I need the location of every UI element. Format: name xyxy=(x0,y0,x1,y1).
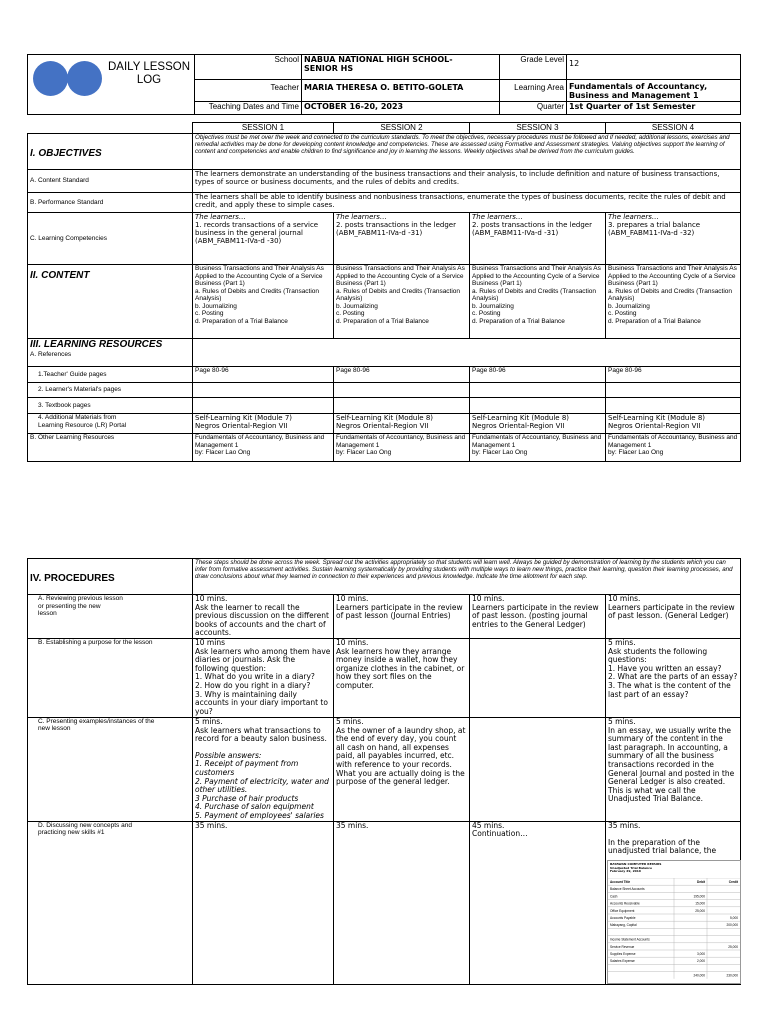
procedure-b-session-2: 10 mins. Ask learners how they arrange money inside a wallet, how they organize clothes in the cabinet, or how they sort files on the computer. xyxy=(334,638,470,717)
procedure-d-session-4: 35 mins. In the preparation of the unadjusted trial balance, the xyxy=(606,821,741,984)
tb-cell: Income Statement Accounts xyxy=(610,937,650,942)
am-session-2: Self-Learning Kit (Module 8) Negros Oriental-Region VII xyxy=(334,414,470,434)
session-4-header: SESSION 4 xyxy=(606,123,741,134)
performance-standard-text: The learners shall be able to identify business and nonbusiness transactions, enumerate the types of business documents, recite the rules of debit and credit, and apply these to simple cases. xyxy=(193,193,741,213)
teachers-guide-label: 1.Teacher' Guide pages xyxy=(28,367,193,383)
other-session-3: Fundamentals of Accountancy, Business and Management 1 by: Flacer Lao Ong xyxy=(470,434,606,462)
procedure-d-session-3: 45 mins. Continuation… xyxy=(470,821,606,984)
page-title: DAILY LESSON LOG xyxy=(107,61,191,86)
tb-cell: 5,000 xyxy=(730,916,738,920)
session-3-header: SESSION 3 xyxy=(470,123,606,134)
objectives-heading xyxy=(28,134,193,170)
tb-title: Unadjusted Trial Balance xyxy=(610,866,652,870)
lm-session-4 xyxy=(606,383,741,398)
tb-header-cell: Credit xyxy=(728,880,738,884)
learners-material-label: 2. Learner's Material's pages xyxy=(28,383,193,398)
tb-cell: Accounts Receivable xyxy=(610,901,640,906)
competency-session-1 xyxy=(193,213,334,265)
trial-balance-image xyxy=(607,860,741,984)
content-session-4: Business Transactions and Their Analysis As Applied to the Accounting Cycle of a Service Business (Part 1) a. Rules of Debits and Credits (Transaction Analysis) b. Journalizing c. Posting d. Preparation of a Trial Balance xyxy=(606,265,741,339)
tb-cell: Mabayang, Capital xyxy=(610,923,637,928)
tb-session-1 xyxy=(193,398,334,414)
tb-cell: 195,000 xyxy=(693,894,705,899)
tb-cell: 200,000 xyxy=(726,923,738,928)
quarter-label: Quarter xyxy=(500,102,567,115)
competency-text: 3. prepares a trial balance (ABM_FABM11-IVa-d -32) xyxy=(608,221,701,237)
tb-cell: Balance Sheet Accounts xyxy=(610,887,645,892)
competency-lead: The learners… xyxy=(472,213,523,221)
tb-cell: Cash xyxy=(610,894,618,899)
teacher-label: Teacher xyxy=(195,80,302,102)
competency-text: 2. posts transactions in the ledger (ABM_FABM11-IVa-d -31) xyxy=(336,221,456,237)
competency-session-3 xyxy=(470,213,606,265)
procedure-c-label: C. Presenting examples/instances of the new lesson xyxy=(28,717,193,821)
learning-resources-heading-text: III. LEARNING RESOURCES xyxy=(30,339,163,350)
content-standard-label: A. Content Standard xyxy=(28,170,193,193)
tb-cell: 240,000 xyxy=(693,973,705,978)
competency-session-2 xyxy=(334,213,470,265)
procedure-d-session-2: 35 mins. xyxy=(334,821,470,984)
tb-session-3 xyxy=(470,398,606,414)
content-heading-text: II. CONTENT xyxy=(30,270,90,281)
quarter-value: 1st Quarter of 1st Semester xyxy=(567,102,741,115)
session-1-header: SESSION 1 xyxy=(193,123,334,134)
content-standard-text: The learners demonstrate an understanding of the business transactions and their analysis, to include definition and nature of business transactions, types of source or business documents, and the rules of debits and credits. xyxy=(193,170,741,193)
am-session-3: Self-Learning Kit (Module 8) Negros Oriental-Region VII xyxy=(470,414,606,434)
references-label: A. References xyxy=(30,351,72,358)
teaching-dates-label: Teaching Dates and Time xyxy=(195,102,302,115)
teacher-value: MARIA THERESA O. BETITO-GOLETA xyxy=(302,80,500,102)
procedure-a-session-4: 10 mins. Learners participate in the review of past lesson. (General Ledger) xyxy=(606,595,741,639)
tb-header-cell: Debit xyxy=(697,880,705,884)
tg-session-4: Page 80-96 xyxy=(606,367,741,383)
tb-cell: Accounts Payable xyxy=(610,916,636,920)
lm-session-3 xyxy=(470,383,606,398)
content-heading xyxy=(28,265,193,339)
learning-resources-heading xyxy=(28,339,193,367)
grade-level-label: Grade Level xyxy=(500,55,567,80)
other-session-4: Fundamentals of Accountancy, Business and Management 1 by: Flacer Lao Ong xyxy=(606,434,741,462)
tb-session-4 xyxy=(606,398,741,414)
tb-cell: 2,000 xyxy=(697,959,705,964)
competency-lead: The learners… xyxy=(195,213,246,221)
tb-header-cell: Account Title xyxy=(610,880,631,884)
procedure-c-session-4: 5 mins. In an essay, we usually write the summary of the content in the last paragraph. In accounting, a summary of all the business transactions recorded in the General Journal and posted in the General Ledger is also created. This is what we call the Unadjusted Trial Balance. xyxy=(606,717,741,821)
procedure-a-label: A. Reviewing previous lesson or presenting the new lesson xyxy=(28,595,193,639)
lm-session-1 xyxy=(193,383,334,398)
lm-session-2 xyxy=(334,383,470,398)
session-2-header: SESSION 2 xyxy=(334,123,470,134)
tb-cell: Supplies Expense xyxy=(610,952,636,956)
tg-session-3: Page 80-96 xyxy=(470,367,606,383)
tb-cell: 3,000 xyxy=(697,952,705,956)
procedures-heading-text: IV. PROCEDURES xyxy=(30,572,115,584)
procedure-a-session-3: 10 mins. Learners participate in the review of past lesson. (posting journal entries to the General Ledger) xyxy=(470,595,606,639)
procedure-b-session-1: 10 mins Ask learners who among them have diaries or journals. Ask the following question: 1. What do you write in a diary? 2. How do you right in a diary? 3. Why is maintaining daily accounts in your diary important to you? xyxy=(193,638,334,717)
procedure-c1-intro: 5 mins. Ask learners what transactions to record for a beauty salon business. xyxy=(195,717,327,744)
competency-text: 2. posts transactions in the ledger (ABM_FABM11-IVa-d -31) xyxy=(472,221,592,237)
am-session-4: Self-Learning Kit (Module 8) Negros Oriental-Region VII xyxy=(606,414,741,434)
textbook-label: 3. Textbook pages xyxy=(28,398,193,414)
tb-cell: Salaries Expense xyxy=(610,959,635,964)
tb-grid xyxy=(608,878,740,982)
procedure-b-label: B. Establishing a purpose for the lesson xyxy=(28,638,193,717)
procedure-c-session-3 xyxy=(470,717,606,821)
grade-level-value: 12 xyxy=(567,55,741,80)
possible-answers-title: Possible answers: xyxy=(195,750,262,760)
tb-cell: Service Revenue xyxy=(610,944,635,949)
competencies-label: C. Learning Competencies xyxy=(28,213,193,265)
teaching-dates-value: OCTOBER 16-20, 2023 xyxy=(302,102,500,115)
content-session-2: Business Transactions and Their Analysis As Applied to the Accounting Cycle of a Service Business (Part 1) a. Rules of Debits and Credits (Transaction Analysis) b. Journalizing c. Posting d. Preparation of a Trial Balance xyxy=(334,265,470,339)
learning-area-label: Learning Area xyxy=(500,80,567,102)
tb-cell: 25,000 xyxy=(695,908,705,913)
tg-session-1: Page 80-96 xyxy=(193,367,334,383)
header-logo-cell xyxy=(28,55,195,115)
tb-cell: 25,000 xyxy=(728,944,738,949)
performance-standard-label: B. Performance Standard xyxy=(28,193,193,213)
content-session-3: Business Transactions and Their Analysis As Applied to the Accounting Cycle of a Service Business (Part 1) a. Rules of Debits and Credits (Transaction Analysis) b. Journalizing c. Posting d. Preparation of a Trial Balance xyxy=(470,265,606,339)
competency-session-4 xyxy=(606,213,741,265)
am-session-1: Self-Learning Kit (Module 7) Negros Oriental-Region VII xyxy=(193,414,334,434)
references-blank xyxy=(193,339,741,367)
content-session-1: Business Transactions and Their Analysis As Applied to the Accounting Cycle of a Service Business (Part 1) a. Rules of Debits and Credits (Transaction Analysis) b. Journalizing c. Posting d. Preparation of a Trial Balance xyxy=(193,265,334,339)
procedure-a-session-2: 10 mins. Learners participate in the review of past lesson (Journal Entries) xyxy=(334,595,470,639)
procedure-b-session-3 xyxy=(470,638,606,717)
tb-date: February 29, 2016 xyxy=(610,870,641,874)
procedure-b-session-4: 5 mins. Ask students the following questions: 1. Have you written an essay? 2. What are the parts of an essay? 3. The what is the content of the last part of an essay? xyxy=(606,638,741,717)
blank-corner xyxy=(28,123,193,134)
tg-session-2: Page 80-96 xyxy=(334,367,470,383)
competency-text: 1. records transactions of a service business in the general journal (ABM_FABM11-IVa-d -30) xyxy=(195,221,319,245)
other-session-2: Fundamentals of Accountancy, Business and Management 1 by: Flacer Lao Ong xyxy=(334,434,470,462)
possible-answers-list: 1. Receipt of payment from customers 2. Payment of electricity, water and other utilities. 3 Purchase of hair products 4. Purchase of salon equipment 5. Payment of employees' salaries xyxy=(195,759,329,820)
procedure-c-session-1 xyxy=(193,717,334,821)
other-session-1: Fundamentals of Accountancy, Business and Management 1 by: Flacer Lao Ong xyxy=(193,434,334,462)
procedure-a-session-1: 10 mins. Ask the learner to recall the previous discussion on the different books of accounts and the chart of accounts. xyxy=(193,595,334,639)
school-value: NABUA NATIONAL HIGH SCHOOL- SENIOR HS xyxy=(302,55,500,80)
competency-lead: The learners… xyxy=(336,213,387,221)
objectives-heading-text: I. OBJECTIVES xyxy=(30,147,102,159)
competency-lead: The learners… xyxy=(608,213,659,221)
tb-cell: Office Equipment xyxy=(610,908,635,913)
procedures-note: These steps should be done across the week. Spread out the activities appropriately so that students will learn well. Always be guided by demonstration of learning by the students which you can infer from formative assessment activities. Sustain learning systematically by providing students with multiple ways to learn new things, practice their learning, question their learning processes, and draw conclusions about what they learned in connection to their experiences and previous knowledge. Indicate the time allotment for each step. xyxy=(193,559,741,595)
objectives-note: Objectives must be met over the week and connected to the curriculum standards. To meet the objectives, necessary procedures must be followed and if needed, additional lessons, exercises and remedial activities may be done for developing content knowledge and competencies. These are assessed using Formative and Assessment strategies. Valuing objectives support the learning of content and competencies and enable children to find significance and joy in learning the lessons. Weekly objectives shall be derived from the curriculum guides. xyxy=(193,134,741,170)
tb-cell: 15,000 xyxy=(695,901,705,906)
other-resources-label: B. Other Learning Resources xyxy=(28,434,193,462)
procedure-d-label: D. Discussing new concepts and practicing new skills #1 xyxy=(28,821,193,984)
tb-cell: 230,000 xyxy=(726,973,738,978)
procedure-d-session-1: 35 mins. xyxy=(193,821,334,984)
learning-area-value: Fundamentals of Accountancy, Business and Management 1 xyxy=(567,80,741,102)
procedures-heading xyxy=(28,559,193,595)
school-label: School xyxy=(195,55,302,80)
tb-session-2 xyxy=(334,398,470,414)
additional-materials-label: 4. Additional Materials from Learning Resource (LR) Portal xyxy=(28,414,193,434)
header-table xyxy=(27,54,741,115)
procedure-c-session-2: 5 mins. As the owner of a laundry shop, at the end of every day, you count all cash on hand, all expenses paid, all payables incurred, etc. with reference to your records. What you are actually doing is the purpose of the general ledger. xyxy=(334,717,470,821)
objectives-table xyxy=(27,122,741,462)
tb-company: BAYAWAN COMPUTER REPAIRS xyxy=(610,862,662,866)
